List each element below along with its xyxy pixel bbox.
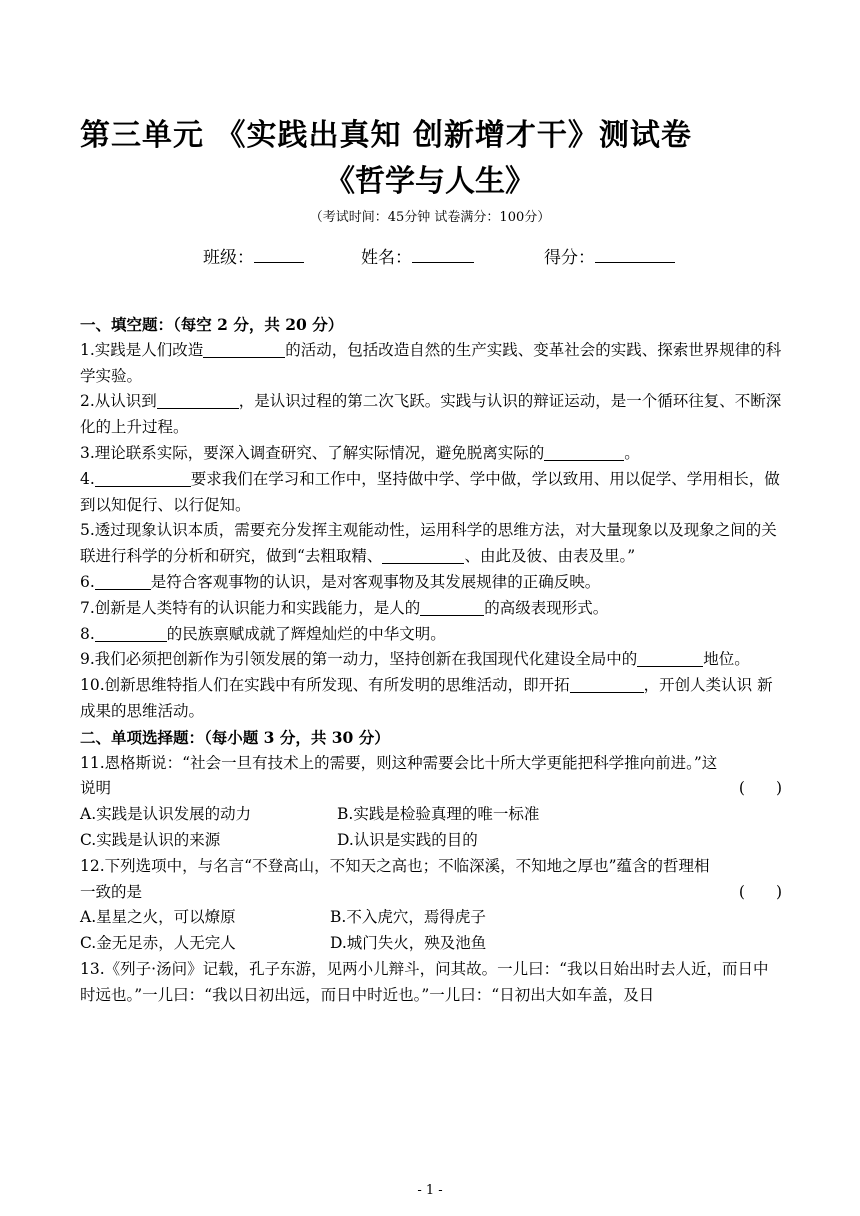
question-11 (80, 751, 782, 803)
question-5: 5.透过现象认识本质，需要充分发挥主观能动性，运用科学的思维方法，对大量现象以及现象之间的关联进行科学的分析和研究，做到“去粗取精、 、由此及彼、由表及里。” (80, 521, 777, 566)
answer-blank[interactable] (95, 624, 167, 642)
answer-blank[interactable] (420, 598, 484, 616)
class-blank[interactable] (254, 246, 304, 263)
options-row (80, 931, 782, 957)
options-row (80, 828, 782, 854)
exam-body (80, 312, 782, 1009)
score-label: 得分： (544, 248, 595, 268)
name-blank[interactable] (412, 246, 474, 263)
option-c[interactable]: C.金无足赤，人无完人 (80, 934, 236, 953)
section-heading-multiple-choice: 二、单项选择题：（每小题 3 分，共 30 分） (80, 727, 390, 747)
question-8: 8. 的民族禀赋成就了辉煌灿烂的中华文明。 (80, 624, 446, 643)
answer-blank[interactable] (570, 675, 644, 693)
exam-subtitle: 《哲学与人生》 (325, 164, 535, 199)
answer-blank[interactable] (157, 391, 239, 409)
option-d[interactable]: D.认识是实践的目的 (337, 830, 478, 849)
question-4: 4. 要求我们在学习和工作中，坚持做中学、学中做，学以致用、用以促学、学用相长，做到以知促行、以行促知。 (80, 469, 780, 514)
options-row (80, 905, 782, 931)
answer-paren[interactable]: ( ) (738, 882, 782, 901)
score-field (544, 243, 675, 268)
question-2: 2.从认识到 ，是认识过程的第二次飞跃。实践与认识的辩证运动，是一个循环往复、不断深化的上升过程。 (80, 392, 782, 437)
question-13: 13.《列子·汤问》记载，孔子东游，见两小儿辩斗，问其故。一儿曰：“我以日始出时去人近，而日中时远也。”一儿曰：“我以日初出远，而日中时近也。”一儿曰：“日初出大如车盖，及日 (80, 959, 769, 1004)
option-a[interactable]: A.实践是认识发展的动力 (80, 805, 252, 824)
page-number: - 1 - (417, 1183, 443, 1198)
name-label: 姓名： (361, 248, 412, 268)
question-1: 1.实践是人们改造 的活动，包括改造自然的生产实践、变革社会的实践、探索世界规律的科学实验。 (80, 340, 782, 385)
option-d[interactable]: D.城门失火，殃及池鱼 (330, 934, 487, 953)
answer-blank[interactable] (544, 443, 624, 461)
question-10: 10.创新思维特指人们在实践中有所发现、有所发明的思维活动，即开拓 ，开创人类认识 新成果的思维活动。 (80, 676, 773, 720)
class-label: 班级： (203, 248, 254, 268)
question-12 (80, 854, 782, 906)
option-c[interactable]: C.实践是认识的来源 (80, 830, 221, 849)
option-b[interactable]: B.实践是检验真理的唯一标准 (337, 805, 540, 824)
question-6: 6. 是符合客观事物的认识，是对客观事物及其发展规律的正确反映。 (80, 572, 601, 591)
answer-blank[interactable] (382, 546, 464, 564)
section-heading-fill-in: 一、填空题：（每空 2 分，共 20 分） (80, 315, 344, 334)
question-7: 7.创新是人类特有的认识能力和实践能力，是人的 的高级表现形式。 (80, 598, 609, 617)
answer-blank[interactable] (95, 469, 191, 487)
answer-blank[interactable] (95, 572, 151, 590)
score-blank[interactable] (595, 246, 675, 263)
question-stem: 11.恩格斯说：“社会一旦有技术上的需要，则这种需要会比十所大学更能把科学推向前进。”这说明 (80, 753, 718, 798)
answer-blank[interactable] (637, 649, 703, 667)
option-b[interactable]: B.不入虎穴，焉得虎子 (330, 908, 486, 927)
class-field (203, 243, 304, 268)
option-a[interactable]: A.星星之火，可以燎原 (80, 908, 236, 927)
question-9: 9.我们必须把创新作为引领发展的第一动力，坚持创新在我国现代化建设全局中的 地位。 (80, 650, 750, 669)
question-stem: 12.下列选项中，与名言“不登高山，不知天之高也；不临深溪，不知地之厚也”蕴含的哲理相一致的是 (80, 856, 710, 901)
exam-info: （考试时间：45分钟 试卷满分：100分） (309, 210, 551, 225)
question-3: 3.理论联系实际，要深入调查研究、了解实际情况，避免脱离实际的 。 (80, 443, 640, 462)
answer-paren[interactable]: ( ) (738, 779, 782, 798)
exam-title: 第三单元 《实践出真知 创新增才干》测试卷 (80, 118, 692, 153)
name-field (361, 243, 474, 268)
options-row (80, 802, 782, 828)
answer-blank[interactable] (203, 340, 285, 358)
